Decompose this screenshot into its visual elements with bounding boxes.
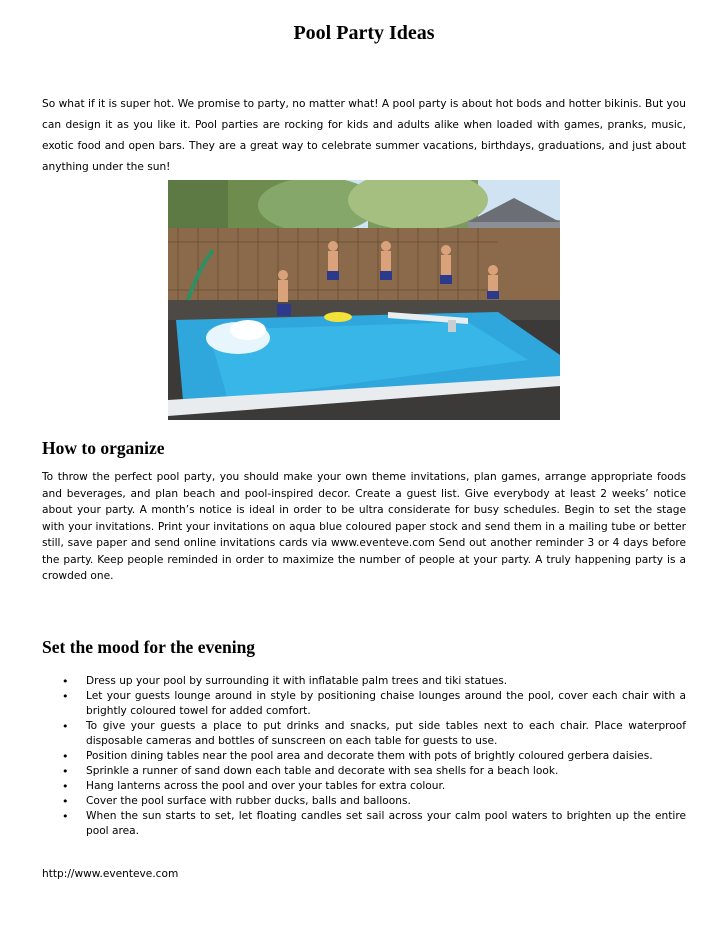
list-item-text: Sprinkle a runner of sand down each table and decorate with sea shells for a beach look. [86, 765, 559, 777]
mood-bullet-list [62, 674, 686, 839]
list-item-text: Let your guests lounge around in style by positioning chaise lounges around the pool, cover each chair with a brightly coloured towel for added comfort. [86, 690, 686, 717]
list-item [62, 794, 686, 809]
list-item-text: Dress up your pool by surrounding it with inflatable palm trees and tiki statues. [86, 675, 508, 687]
list-item [62, 809, 686, 839]
bullet-icon: • [62, 720, 69, 733]
list-item-text: Hang lanterns across the pool and over your tables for extra colour. [86, 780, 446, 792]
list-item [62, 779, 686, 794]
list-item-text: Cover the pool surface with rubber ducks, balls and balloons. [86, 795, 411, 807]
bullet-icon: • [62, 690, 69, 703]
list-item [62, 764, 686, 779]
bullet-icon: • [62, 765, 69, 778]
footer-url: http://www.eventeve.com [42, 868, 179, 880]
list-item-text: To give your guests a place to put drinks and snacks, put side tables next to each chair. Place waterproof disposable cameras and bottles of sunscreen on each table for guests to use. [86, 720, 686, 747]
bullet-icon: • [62, 795, 69, 808]
section-heading-organize: How to organize [42, 438, 165, 458]
list-item [62, 719, 686, 749]
bullet-icon: • [62, 675, 69, 688]
list-item [62, 749, 686, 764]
bullet-icon: • [62, 780, 69, 793]
list-item [62, 674, 686, 689]
list-item-text: When the sun starts to set, let floating candles set sail across your calm pool waters to brighten up the entire pool area. [86, 810, 686, 837]
section-heading-mood: Set the mood for the evening [42, 637, 256, 657]
bullet-icon: • [62, 750, 69, 763]
list-item-text: Position dining tables near the pool area and decorate them with pots of brightly coloured gerbera daisies. [86, 750, 653, 762]
pool-party-photo [168, 180, 560, 420]
page-title: Pool Party Ideas [293, 22, 435, 44]
intro-paragraph: So what if it is super hot. We promise to party, no matter what! A pool party is about hot bods and hotter bikinis. But you can design it as you like it. Pool parties are rocking for kids and adults alike when loaded with games, pranks, music, exotic food and open bars. They are a great way to celebrate summer vacations, birthdays, graduations, and just about anything under the sun! [42, 98, 686, 173]
organize-paragraph: To throw the perfect pool party, you should make your own theme invitations, plan games, arrange appropriate foods and beverages, and plan beach and pool-inspired decor. Create a guest list. Give everybody at least 2 weeks’ notice about your party. A month’s notice is ideal in order to be ultra considerate for busy schedules. Begin to set the stage with your invitations. Print your invitations on aqua blue coloured paper stock and send them in a mailing tube or better still, save paper and send online invitations cards via www.eventeve.com Send out another reminder 3 or 4 days before the party. Keep people reminded in order to maximize the number of people at your party. A truly happening party is a crowded one. [42, 471, 686, 582]
bullet-icon: • [62, 810, 69, 823]
list-item [62, 689, 686, 719]
